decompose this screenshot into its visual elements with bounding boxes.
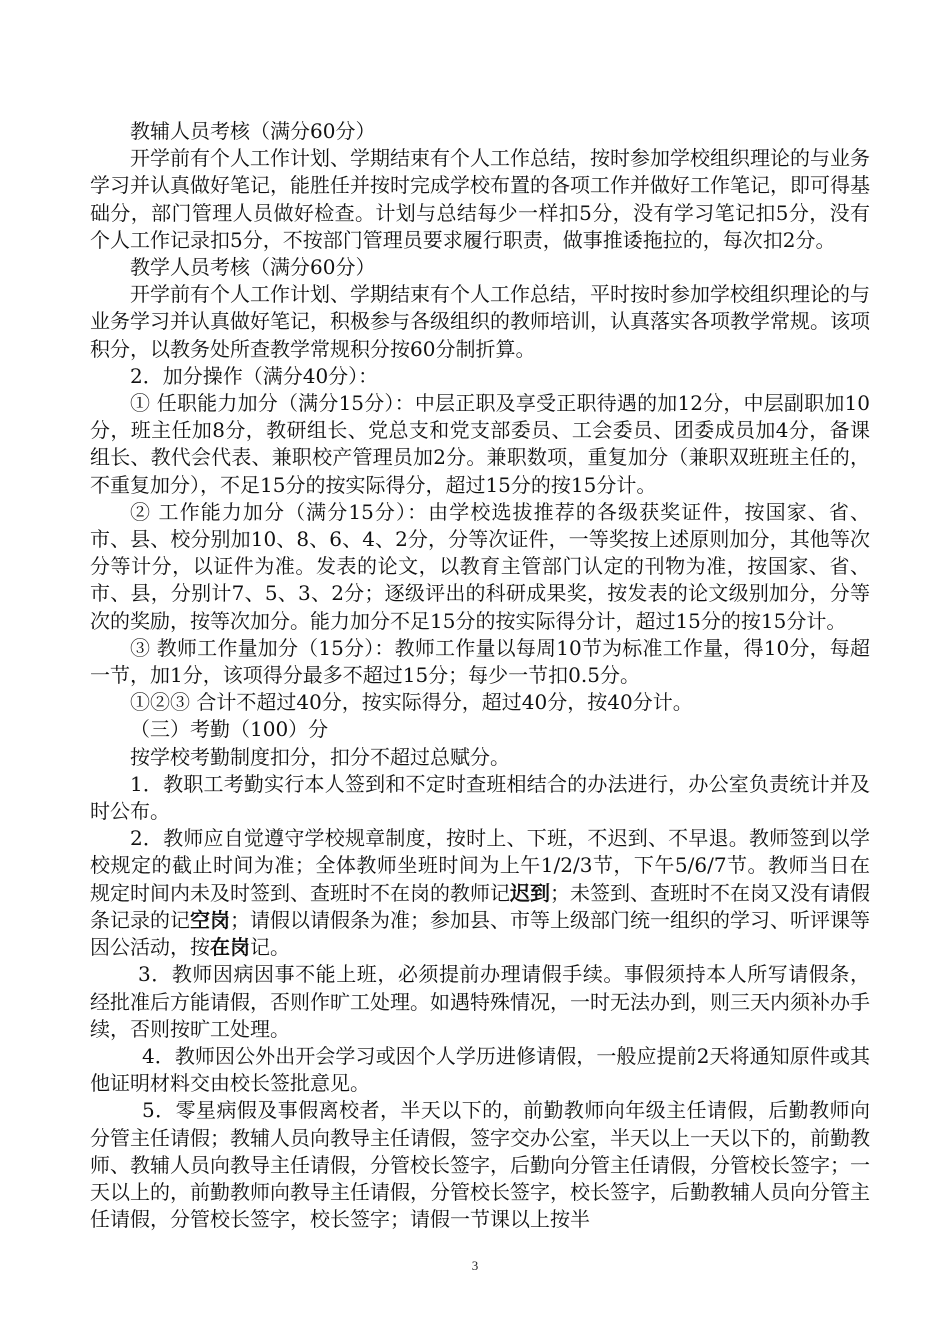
term-absent: 空岗 xyxy=(190,907,230,932)
term-late: 迟到 xyxy=(510,880,550,905)
document-body xyxy=(90,118,870,1233)
term-on-duty: 在岗 xyxy=(210,935,250,960)
rule-2-text-b: ；未签到、查班时不在岗又没有请假条记录的记 xyxy=(90,880,870,932)
heading-attendance: （三）考勤（100）分 xyxy=(130,717,329,742)
paragraph-teaching-staff-rules: 开学前有个人工作计划、学期结束有个人工作总结，平时按时参加学校组织理论的与业务学习并认真做好笔记，积极参与各级组织的教师培训，认真落实各项教学常规。该项积分，以教务处所查教学常规积分按60分制折算。 xyxy=(90,282,870,361)
heading-bonus-operation: 2．加分操作（满分40分）： xyxy=(130,363,379,388)
paragraph-teaching-assistant-rules: 开学前有个人工作计划、学期结束有个人工作总结，按时参加学校组织理论的与业务学习并认真做好笔记，能胜任并按时完成学校布置的各项工作并做好工作笔记，即可得基础分，部门管理人员做好检查。计划与总结每少一样扣5分，没有学习笔记扣5分，没有个人工作记录扣5分，不按部门管理员要求履行职责，做事推诿拖拉的，每次扣2分。 xyxy=(90,146,870,252)
paragraph-attendance-rule-1: 1．教职工考勤实行本人签到和不定时查班相结合的办法进行，办公室负责统计并及时公布。 xyxy=(90,771,870,824)
paragraph-position-bonus: ① 任职能力加分（满分15分）：中层正职及享受正职待遇的加12分，中层副职加10分，班主任加8分，教研组长、党总支和党支部委员、工会委员、团委成员加4分，备课组长、教代会代表、兼职校产管理员加2分。兼职数项，重复加分（兼职双班班主任的，不重复加分），不足15分的按实际得分，超过15分的按15分计。 xyxy=(90,391,870,497)
paragraph-work-ability-bonus: ② 工作能力加分（满分15分）：由学校选拔推荐的各级获奖证件，按国家、省、市、县、校分别加10、8、6、4、2分，分等次证件，一等奖按上述原则加分，其他等次分等计分，以证件为准。发表的论文，以教育主管部门认定的刊物为准，按国家、省、市、县，分别计7、5、3、2分；逐级评出的科研成果奖，按发表的论文级别加分，分等次的奖励，按等次加分。能力加分不足15分的按实际得分计，超过15分的按15分计。 xyxy=(90,499,870,633)
paragraph-attendance-intro: 按学校考勤制度扣分，扣分不超过总赋分。 xyxy=(130,744,510,769)
paragraph-attendance-rule-5: 5．零星病假及事假离校者，半天以下的，前勤教师向年级主任请假，后勤教师向分管主任请假；教辅人员向教导主任请假，签字交办公室，半天以上一天以下的，前勤教师、教辅人员向教导主任请假，分管校长签字，后勤向分管主任请假，分管校长签字；一天以上的，前勤教师向教导主任请假，分管校长签字，校长签字，后勤教辅人员向分管主任请假，分管校长签字，校长签字；请假一节课以上按半 xyxy=(90,1098,870,1232)
rule-2-text-d: 记。 xyxy=(250,935,290,960)
paragraph-attendance-rule-3: 3．教师因病因事不能上班，必须提前办理请假手续。事假须持本人所写请假条，经批准后方能请假，否则作旷工处理。如遇特殊情况，一时无法办到，则三天内须补办手续，否则按旷工处理。 xyxy=(90,962,870,1041)
paragraph-bonus-total: ①②③ 合计不超过40分，按实际得分，超过40分，按40分计。 xyxy=(130,690,693,715)
paragraph-attendance-rule-2 xyxy=(90,825,870,961)
paragraph-workload-bonus: ③ 教师工作量加分（15分）：教师工作量以每周10节为标准工作量，得10分，每超一节，加1分，该项得分最多不超过15分；每少一节扣0.5分。 xyxy=(90,635,870,688)
rule-2-text-c: ；请假以请假条为准；参加县、市等上级部门统一组织的学习、听评课等因公活动，按 xyxy=(90,907,870,960)
heading-teaching-staff-assessment: 教学人员考核（满分60分） xyxy=(130,255,376,280)
heading-teaching-assistant-assessment: 教辅人员考核（满分60分） xyxy=(130,119,376,143)
rule-2-text-a: 2．教师应自觉遵守学校规章制度，按时上、下班，不迟到、不早退。教师签到以学校规定的截止时间为准；全体教师坐班时间为上午1/2/3节，下午5/6/7节。教师当日在规定时间内未及时签到、查班时不在岗的教师记 xyxy=(90,826,870,905)
page-number: 3 xyxy=(471,1258,479,1273)
paragraph-attendance-rule-4: 4．教师因公外出开会学习或因个人学历进修请假，一般应提前2天将通知原件或其他证明材料交由校长签批意见。 xyxy=(90,1043,870,1096)
